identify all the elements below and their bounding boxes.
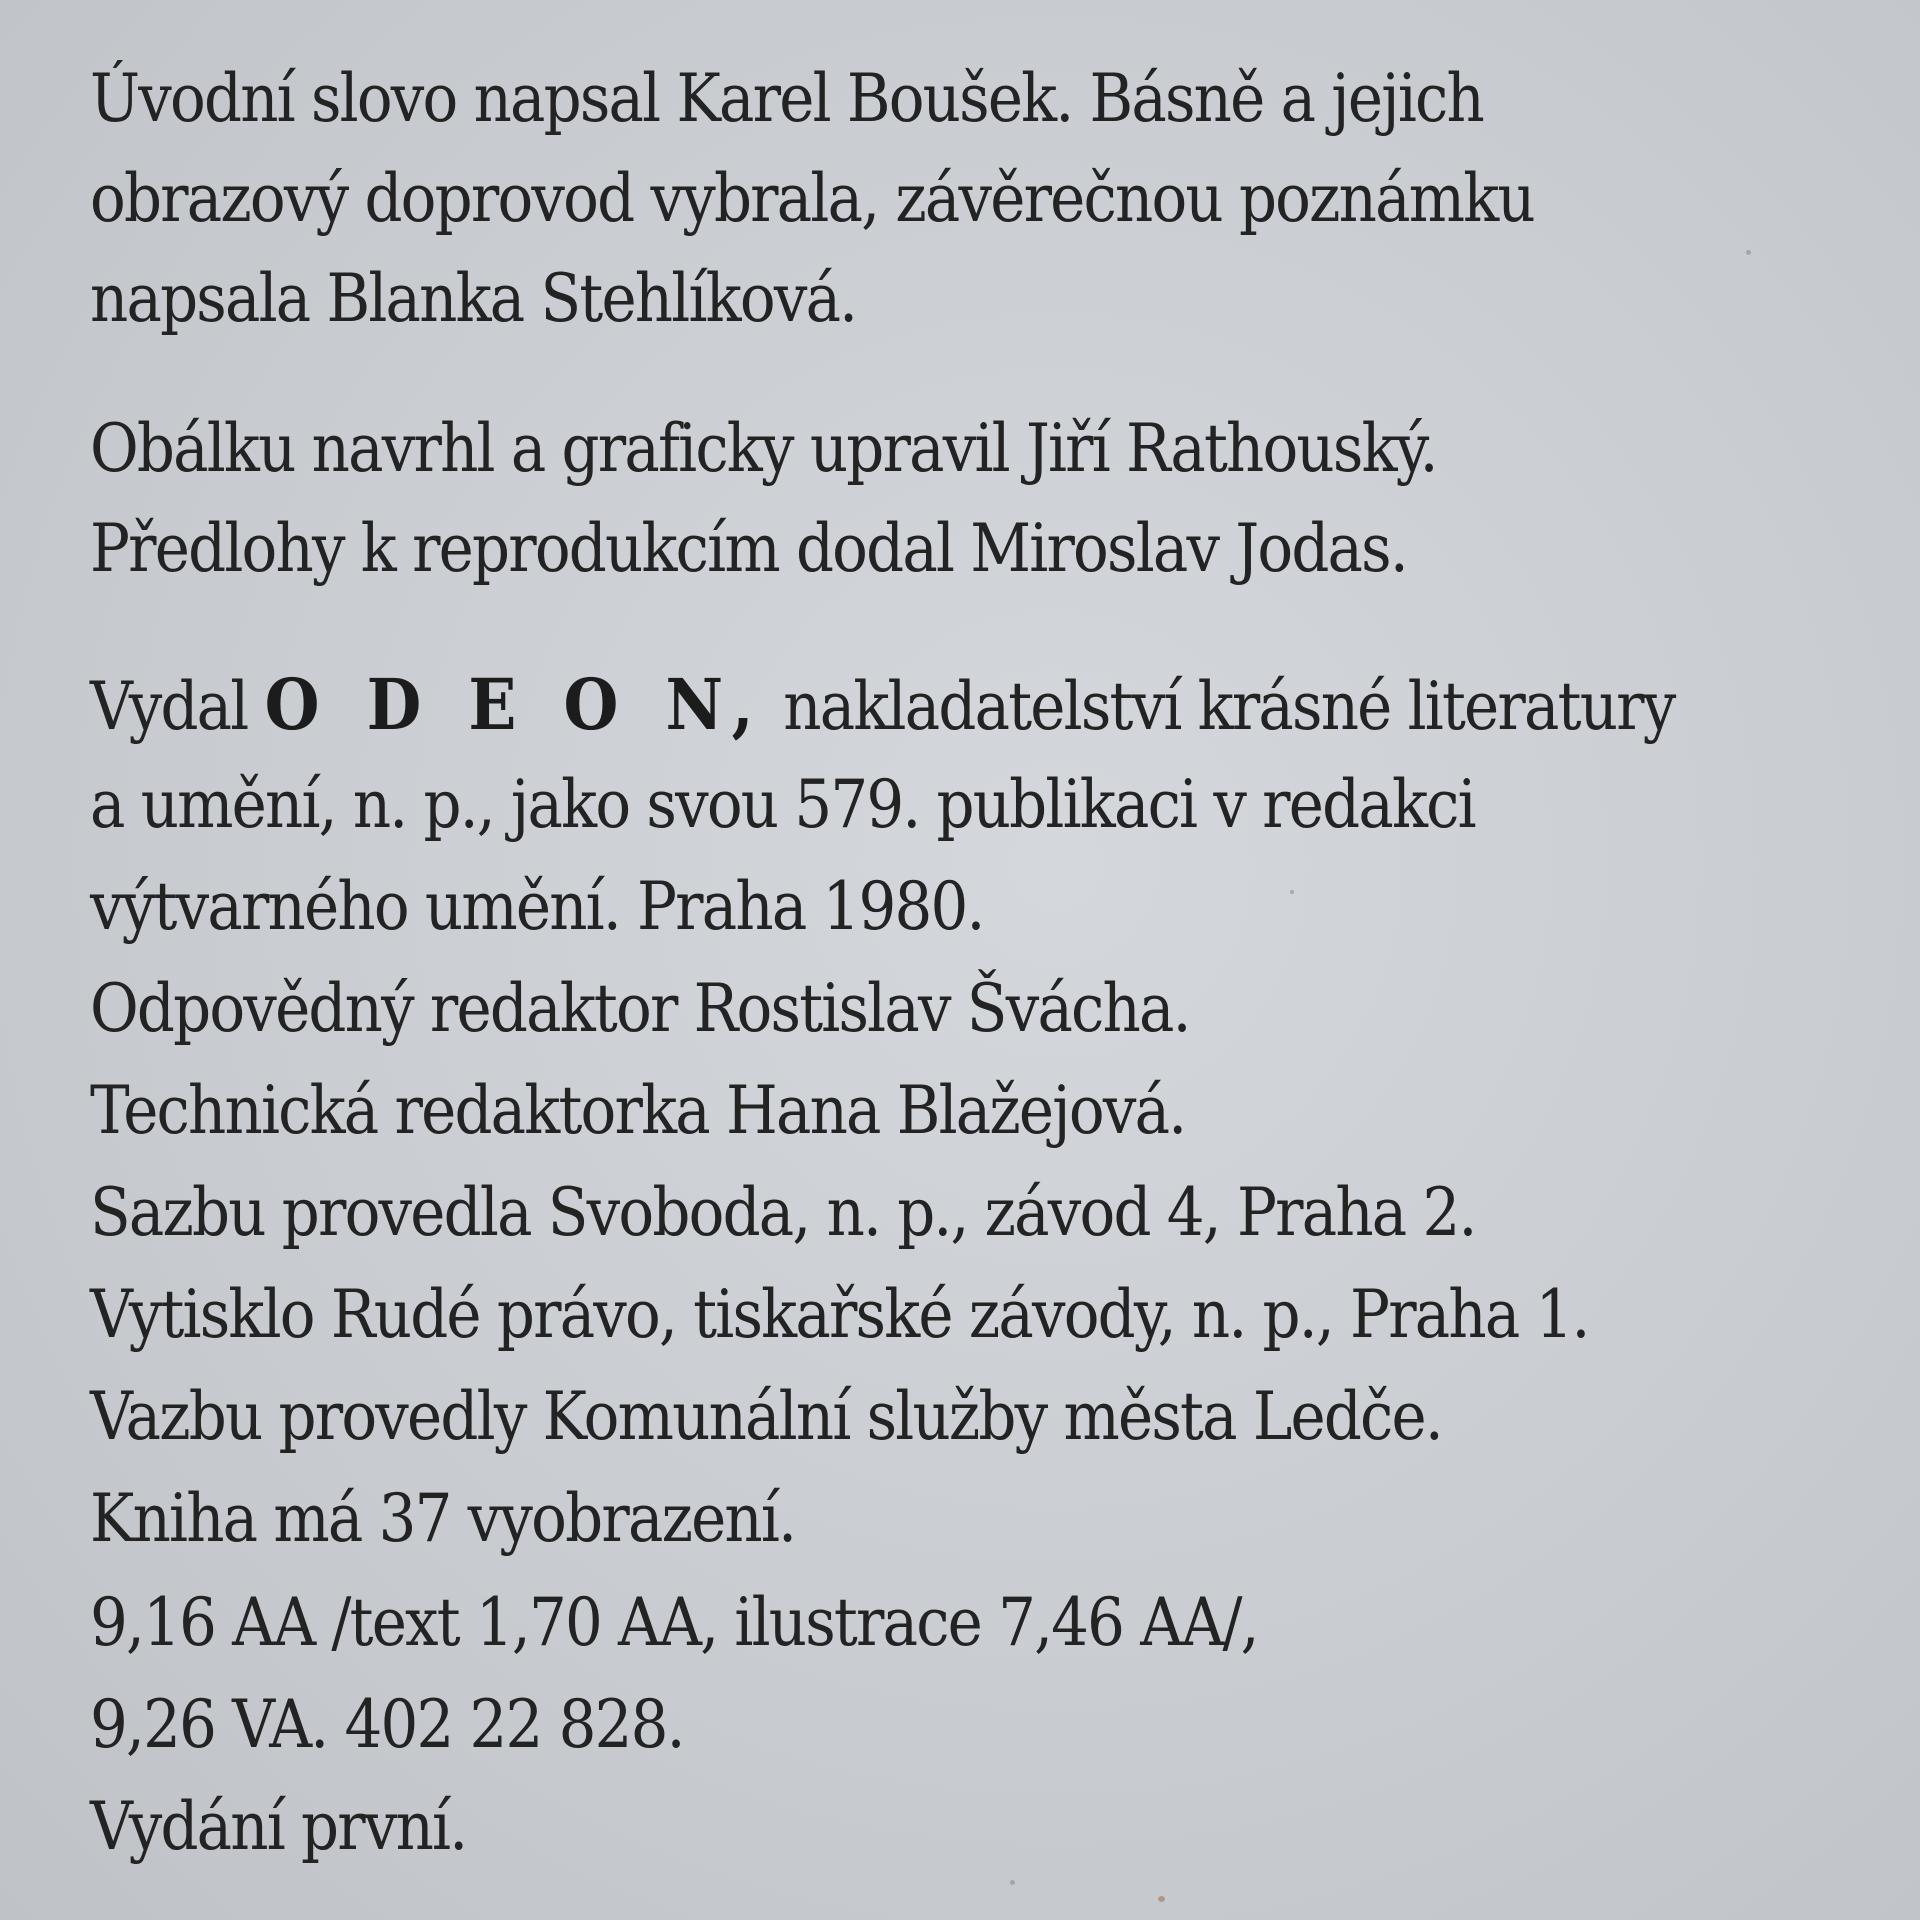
responsible-editor-line: Odpovědný redaktor Rostislav Švácha.: [90, 970, 1190, 1047]
edition-line: Vydání první.: [90, 1788, 467, 1865]
paper-speck: [1158, 1896, 1165, 1902]
publication-place-year-line: výtvarného umění. Praha 1980.: [90, 868, 984, 945]
publisher-name: O D E O N,: [264, 663, 767, 746]
printing-line: Vytisklo Rudé právo, tiskařské závody, n. p., Praha 1.: [90, 1276, 1589, 1353]
technical-editor-line: Technická redaktorka Hana Blažejová.: [90, 1072, 1186, 1149]
publisher-description: nakladatelství krásné literatury: [783, 668, 1675, 745]
paper-speck: [1290, 890, 1294, 894]
publication-number-line: a umění, n. p., jako svou 579. publikaci v redakci: [90, 766, 1475, 843]
credits-introduction-line: Úvodní slovo napsal Karel Boušek. Básně a jejich: [90, 60, 1483, 137]
illustrations-count-line: Kniha má 37 vyobrazení.: [90, 1480, 796, 1557]
binding-line: Vazbu provedly Komunální služby města Ledče.: [90, 1378, 1442, 1455]
paper-speck: [1746, 250, 1751, 255]
publisher-prefix: Vydal: [90, 668, 248, 745]
typesetting-line: Sazbu provedla Svoboda, n. p., závod 4, Praha 2.: [90, 1174, 1476, 1251]
catalog-number-line: 9,26 VA. 402 22 828.: [90, 1686, 684, 1763]
credits-selection-line: obrazový doprovod vybrala, závěrečnou poznámku: [90, 160, 1534, 237]
credits-note-line: napsala Blanka Stehlíková.: [90, 260, 857, 337]
credits-cover-design-line: Obálku navrhl a graficky upravil Jiří Rathouský.: [90, 410, 1437, 487]
publisher-line: [90, 663, 1675, 746]
paper-speck: [1010, 1880, 1015, 1885]
credits-reproductions-line: Předlohy k reprodukcím dodal Miroslav Jodas.: [90, 510, 1407, 587]
sheet-count-line: 9,16 AA /text 1,70 AA, ilustrace 7,46 AA/,: [90, 1584, 1258, 1661]
